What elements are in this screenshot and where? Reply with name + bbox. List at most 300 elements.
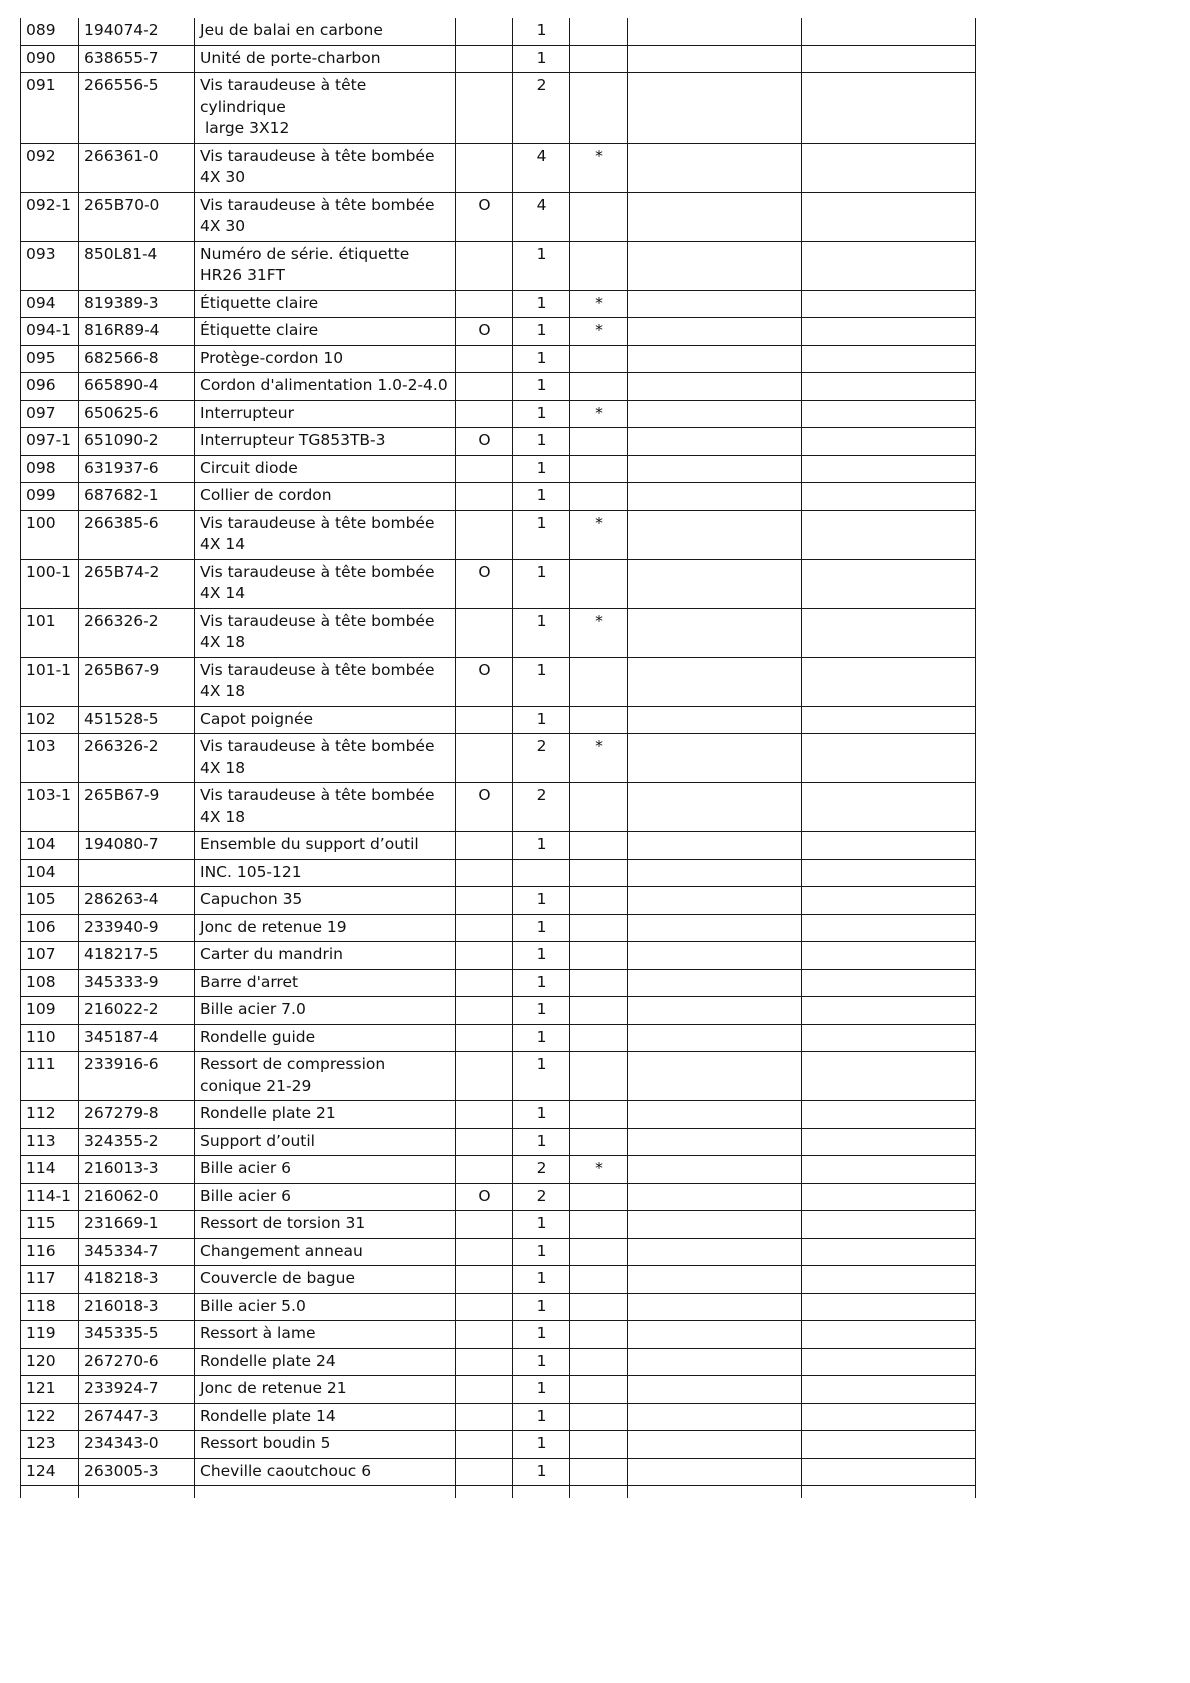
option-cell: [456, 1431, 513, 1459]
blank-cell: [802, 608, 976, 657]
option-cell: [456, 1156, 513, 1184]
item-number-cell: 121: [21, 1376, 79, 1404]
part-number-cell: 266326-2: [79, 734, 195, 783]
blank-cell: [802, 832, 976, 860]
note-mark-cell: [570, 455, 628, 483]
option-cell: [456, 1293, 513, 1321]
note-mark-cell: [570, 45, 628, 73]
description-cell: Cheville caoutchouc 6: [195, 1458, 456, 1486]
description-cell: Vis taraudeuse à tête bombée 4X 18: [195, 608, 456, 657]
description-cell: Carter du mandrin: [195, 942, 456, 970]
blank-cell: [802, 1024, 976, 1052]
item-number-cell: 112: [21, 1101, 79, 1129]
quantity-cell: 1: [513, 345, 570, 373]
table-row: [21, 1403, 976, 1431]
description-cell: Interrupteur: [195, 400, 456, 428]
table-row: [21, 1348, 976, 1376]
part-number-cell: 216013-3: [79, 1156, 195, 1184]
blank-cell: [802, 373, 976, 401]
blank-cell: [802, 1403, 976, 1431]
table-row: [21, 657, 976, 706]
table-row: [21, 373, 976, 401]
blank-cell: [802, 510, 976, 559]
description-cell: Vis taraudeuse à tête bombée 4X 30: [195, 192, 456, 241]
description-cell: Interrupteur TG853TB-3: [195, 428, 456, 456]
part-number-cell: 216062-0: [79, 1183, 195, 1211]
blank-cell: [802, 428, 976, 456]
note-mark-cell: [570, 706, 628, 734]
option-cell: O: [456, 428, 513, 456]
option-cell: [456, 1266, 513, 1294]
note-mark-cell: [570, 345, 628, 373]
parts-table-body: [21, 18, 976, 1498]
part-number-cell: 194074-2: [79, 18, 195, 45]
blank-cell: [802, 914, 976, 942]
item-number-cell: 098: [21, 455, 79, 483]
table-row: [21, 859, 976, 887]
note-mark-cell: [570, 1024, 628, 1052]
blank-cell: [628, 428, 802, 456]
table-row: [21, 1431, 976, 1459]
description-cell: Étiquette claire: [195, 318, 456, 346]
option-cell: [456, 345, 513, 373]
description-cell: Rondelle plate 21: [195, 1101, 456, 1129]
part-number-cell: 266326-2: [79, 608, 195, 657]
table-row: [21, 1458, 976, 1486]
description-cell: Vis taraudeuse à tête bombée 4X 18: [195, 783, 456, 832]
blank-cell: [802, 143, 976, 192]
option-cell: [456, 1403, 513, 1431]
table-row: [21, 192, 976, 241]
note-mark-cell: [570, 1183, 628, 1211]
blank-cell: [570, 1486, 628, 1498]
table-row: [21, 997, 976, 1025]
note-mark-cell: *: [570, 608, 628, 657]
blank-cell: [628, 1128, 802, 1156]
blank-cell: [628, 373, 802, 401]
table-row: [21, 1266, 976, 1294]
part-number-cell: 216018-3: [79, 1293, 195, 1321]
part-number-cell: 286263-4: [79, 887, 195, 915]
note-mark-cell: [570, 914, 628, 942]
quantity-cell: 1: [513, 455, 570, 483]
blank-cell: [195, 1486, 456, 1498]
part-number-cell: 265B67-9: [79, 657, 195, 706]
blank-cell: [802, 1183, 976, 1211]
blank-cell: [79, 1486, 195, 1498]
note-mark-cell: *: [570, 318, 628, 346]
description-cell: Capot poignée: [195, 706, 456, 734]
blank-cell: [802, 1128, 976, 1156]
part-number-cell: 234343-0: [79, 1431, 195, 1459]
quantity-cell: 1: [513, 657, 570, 706]
table-row: [21, 45, 976, 73]
blank-cell: [628, 455, 802, 483]
quantity-cell: 1: [513, 400, 570, 428]
description-cell: Changement anneau: [195, 1238, 456, 1266]
description-cell: Ressort boudin 5: [195, 1431, 456, 1459]
description-cell: Numéro de série. étiquette HR26 31FT: [195, 241, 456, 290]
option-cell: [456, 969, 513, 997]
item-number-cell: 103: [21, 734, 79, 783]
table-row: [21, 1321, 976, 1349]
blank-cell: [628, 969, 802, 997]
option-cell: [456, 734, 513, 783]
option-cell: [456, 1024, 513, 1052]
option-cell: [456, 373, 513, 401]
blank-cell: [628, 832, 802, 860]
quantity-cell: 1: [513, 483, 570, 511]
blank-cell: [802, 559, 976, 608]
blank-cell: [628, 859, 802, 887]
item-number-cell: 100-1: [21, 559, 79, 608]
blank-cell: [628, 73, 802, 144]
part-number-cell: 265B74-2: [79, 559, 195, 608]
table-row: [21, 1183, 976, 1211]
blank-cell: [802, 706, 976, 734]
note-mark-cell: *: [570, 143, 628, 192]
blank-cell: [802, 290, 976, 318]
option-cell: [456, 400, 513, 428]
option-cell: O: [456, 657, 513, 706]
table-row: [21, 1128, 976, 1156]
option-cell: [456, 483, 513, 511]
note-mark-cell: [570, 1348, 628, 1376]
blank-cell: [628, 1348, 802, 1376]
item-number-cell: 100: [21, 510, 79, 559]
table-row-continuation: [21, 1486, 976, 1498]
table-row: [21, 783, 976, 832]
note-mark-cell: [570, 1266, 628, 1294]
item-number-cell: 094: [21, 290, 79, 318]
part-number-cell: 231669-1: [79, 1211, 195, 1239]
blank-cell: [802, 657, 976, 706]
item-number-cell: 099: [21, 483, 79, 511]
note-mark-cell: [570, 783, 628, 832]
description-cell: Bille acier 6: [195, 1156, 456, 1184]
blank-cell: [628, 1183, 802, 1211]
quantity-cell: 1: [513, 510, 570, 559]
quantity-cell: 1: [513, 1376, 570, 1404]
blank-cell: [513, 1486, 570, 1498]
part-number-cell: 682566-8: [79, 345, 195, 373]
blank-cell: [628, 997, 802, 1025]
option-cell: [456, 510, 513, 559]
note-mark-cell: [570, 1431, 628, 1459]
description-cell: Ensemble du support d’outil: [195, 832, 456, 860]
item-number-cell: 111: [21, 1052, 79, 1101]
blank-cell: [628, 914, 802, 942]
blank-cell: [802, 73, 976, 144]
quantity-cell: 1: [513, 1128, 570, 1156]
item-number-cell: 092: [21, 143, 79, 192]
blank-cell: [628, 1486, 802, 1498]
description-cell: Vis taraudeuse à tête bombée 4X 14: [195, 559, 456, 608]
option-cell: [456, 887, 513, 915]
description-cell: Support d’outil: [195, 1128, 456, 1156]
note-mark-cell: [570, 483, 628, 511]
quantity-cell: 1: [513, 887, 570, 915]
blank-cell: [802, 192, 976, 241]
blank-cell: [802, 345, 976, 373]
item-number-cell: 092-1: [21, 192, 79, 241]
note-mark-cell: [570, 1128, 628, 1156]
blank-cell: [802, 1321, 976, 1349]
blank-cell: [802, 1266, 976, 1294]
description-cell: Ressort de compression conique 21-29: [195, 1052, 456, 1101]
quantity-cell: 1: [513, 559, 570, 608]
item-number-cell: 119: [21, 1321, 79, 1349]
note-mark-cell: [570, 1101, 628, 1129]
item-number-cell: 117: [21, 1266, 79, 1294]
table-row: [21, 143, 976, 192]
note-mark-cell: [570, 1403, 628, 1431]
table-row: [21, 1101, 976, 1129]
blank-cell: [802, 887, 976, 915]
description-cell: Bille acier 5.0: [195, 1293, 456, 1321]
blank-cell: [628, 345, 802, 373]
blank-cell: [802, 1238, 976, 1266]
part-number-cell: 324355-2: [79, 1128, 195, 1156]
quantity-cell: [513, 859, 570, 887]
description-cell: Jonc de retenue 19: [195, 914, 456, 942]
part-number-cell: 665890-4: [79, 373, 195, 401]
note-mark-cell: [570, 887, 628, 915]
blank-cell: [628, 1101, 802, 1129]
blank-cell: [802, 241, 976, 290]
blank-cell: [628, 783, 802, 832]
note-mark-cell: [570, 1293, 628, 1321]
description-cell: Vis taraudeuse à tête bombée 4X 18: [195, 734, 456, 783]
item-number-cell: 106: [21, 914, 79, 942]
blank-cell: [628, 192, 802, 241]
quantity-cell: 1: [513, 997, 570, 1025]
blank-cell: [802, 1376, 976, 1404]
quantity-cell: 1: [513, 241, 570, 290]
note-mark-cell: [570, 373, 628, 401]
option-cell: [456, 1211, 513, 1239]
description-cell: Rondelle guide: [195, 1024, 456, 1052]
table-row: [21, 400, 976, 428]
option-cell: [456, 18, 513, 45]
blank-cell: [628, 318, 802, 346]
description-cell: Cordon d'alimentation 1.0-2-4.0: [195, 373, 456, 401]
part-number-cell: 266556-5: [79, 73, 195, 144]
blank-cell: [628, 45, 802, 73]
item-number-cell: 104: [21, 832, 79, 860]
option-cell: [456, 1458, 513, 1486]
option-cell: [456, 1101, 513, 1129]
part-number-cell: 638655-7: [79, 45, 195, 73]
note-mark-cell: [570, 832, 628, 860]
table-row: [21, 559, 976, 608]
description-cell: Collier de cordon: [195, 483, 456, 511]
option-cell: [456, 942, 513, 970]
option-cell: [456, 914, 513, 942]
part-number-cell: 266361-0: [79, 143, 195, 192]
table-row: [21, 1211, 976, 1239]
description-cell: Couvercle de bague: [195, 1266, 456, 1294]
note-mark-cell: *: [570, 734, 628, 783]
blank-cell: [628, 1431, 802, 1459]
option-cell: [456, 1128, 513, 1156]
note-mark-cell: *: [570, 1156, 628, 1184]
item-number-cell: 116: [21, 1238, 79, 1266]
quantity-cell: 1: [513, 45, 570, 73]
table-row: [21, 1024, 976, 1052]
part-number-cell: 345335-5: [79, 1321, 195, 1349]
part-number-cell: 194080-7: [79, 832, 195, 860]
description-cell: Ressort de torsion 31: [195, 1211, 456, 1239]
item-number-cell: 101-1: [21, 657, 79, 706]
note-mark-cell: [570, 1458, 628, 1486]
table-row: [21, 969, 976, 997]
item-number-cell: 124: [21, 1458, 79, 1486]
description-cell: Jeu de balai en carbone: [195, 18, 456, 45]
blank-cell: [628, 483, 802, 511]
blank-cell: [802, 455, 976, 483]
description-cell: Bille acier 6: [195, 1183, 456, 1211]
item-number-cell: 094-1: [21, 318, 79, 346]
option-cell: O: [456, 559, 513, 608]
table-row: [21, 942, 976, 970]
blank-cell: [802, 783, 976, 832]
blank-cell: [628, 942, 802, 970]
blank-cell: [802, 734, 976, 783]
option-cell: [456, 45, 513, 73]
quantity-cell: 1: [513, 942, 570, 970]
item-number-cell: 093: [21, 241, 79, 290]
description-cell: Protège-cordon 10: [195, 345, 456, 373]
option-cell: [456, 1348, 513, 1376]
description-cell: Jonc de retenue 21: [195, 1376, 456, 1404]
table-row: [21, 608, 976, 657]
quantity-cell: 1: [513, 373, 570, 401]
note-mark-cell: *: [570, 290, 628, 318]
blank-cell: [456, 1486, 513, 1498]
blank-cell: [628, 1024, 802, 1052]
item-number-cell: 120: [21, 1348, 79, 1376]
table-row: [21, 290, 976, 318]
table-row: [21, 706, 976, 734]
note-mark-cell: [570, 73, 628, 144]
blank-cell: [628, 1458, 802, 1486]
option-cell: [456, 73, 513, 144]
part-number-cell: [79, 859, 195, 887]
part-number-cell: 418218-3: [79, 1266, 195, 1294]
part-number-cell: 651090-2: [79, 428, 195, 456]
note-mark-cell: [570, 969, 628, 997]
item-number-cell: 089: [21, 18, 79, 45]
part-number-cell: 345333-9: [79, 969, 195, 997]
option-cell: [456, 290, 513, 318]
part-number-cell: 233916-6: [79, 1052, 195, 1101]
quantity-cell: 4: [513, 143, 570, 192]
table-row: [21, 483, 976, 511]
quantity-cell: 2: [513, 1156, 570, 1184]
item-number-cell: 108: [21, 969, 79, 997]
blank-cell: [628, 887, 802, 915]
item-number-cell: 091: [21, 73, 79, 144]
blank-cell: [802, 969, 976, 997]
quantity-cell: 1: [513, 914, 570, 942]
item-number-cell: 123: [21, 1431, 79, 1459]
blank-cell: [802, 1211, 976, 1239]
blank-cell: [628, 1238, 802, 1266]
part-number-cell: 233924-7: [79, 1376, 195, 1404]
blank-cell: [628, 1403, 802, 1431]
blank-cell: [21, 1486, 79, 1498]
note-mark-cell: [570, 1052, 628, 1101]
description-cell: Barre d'arret: [195, 969, 456, 997]
option-cell: [456, 241, 513, 290]
item-number-cell: 101: [21, 608, 79, 657]
quantity-cell: 1: [513, 1348, 570, 1376]
item-number-cell: 114-1: [21, 1183, 79, 1211]
quantity-cell: 2: [513, 1183, 570, 1211]
description-cell: INC. 105-121: [195, 859, 456, 887]
table-row: [21, 914, 976, 942]
option-cell: [456, 608, 513, 657]
blank-cell: [802, 45, 976, 73]
part-number-cell: 267447-3: [79, 1403, 195, 1431]
item-number-cell: 118: [21, 1293, 79, 1321]
description-cell: Unité de porte-charbon: [195, 45, 456, 73]
quantity-cell: 2: [513, 783, 570, 832]
table-row: [21, 510, 976, 559]
blank-cell: [628, 657, 802, 706]
blank-cell: [628, 559, 802, 608]
part-number-cell: 345187-4: [79, 1024, 195, 1052]
table-row: [21, 832, 976, 860]
item-number-cell: 109: [21, 997, 79, 1025]
note-mark-cell: [570, 559, 628, 608]
blank-cell: [802, 997, 976, 1025]
note-mark-cell: [570, 241, 628, 290]
item-number-cell: 113: [21, 1128, 79, 1156]
quantity-cell: 1: [513, 1293, 570, 1321]
description-cell: Capuchon 35: [195, 887, 456, 915]
option-cell: [456, 706, 513, 734]
description-cell: Vis taraudeuse à tête bombée 4X 30: [195, 143, 456, 192]
quantity-cell: 1: [513, 1431, 570, 1459]
table-row: [21, 887, 976, 915]
blank-cell: [802, 1052, 976, 1101]
blank-cell: [802, 18, 976, 45]
note-mark-cell: [570, 428, 628, 456]
part-number-cell: 687682-1: [79, 483, 195, 511]
table-row: [21, 73, 976, 144]
blank-cell: [628, 706, 802, 734]
option-cell: [456, 859, 513, 887]
note-mark-cell: [570, 1376, 628, 1404]
option-cell: [456, 143, 513, 192]
blank-cell: [802, 1156, 976, 1184]
description-cell: Rondelle plate 14: [195, 1403, 456, 1431]
note-mark-cell: [570, 1321, 628, 1349]
description-cell: Vis taraudeuse à tête bombée 4X 18: [195, 657, 456, 706]
note-mark-cell: [570, 18, 628, 45]
blank-cell: [628, 143, 802, 192]
item-number-cell: 115: [21, 1211, 79, 1239]
quantity-cell: 1: [513, 608, 570, 657]
blank-cell: [802, 400, 976, 428]
blank-cell: [628, 608, 802, 657]
blank-cell: [628, 1321, 802, 1349]
blank-cell: [628, 1293, 802, 1321]
option-cell: [456, 1052, 513, 1101]
item-number-cell: 122: [21, 1403, 79, 1431]
